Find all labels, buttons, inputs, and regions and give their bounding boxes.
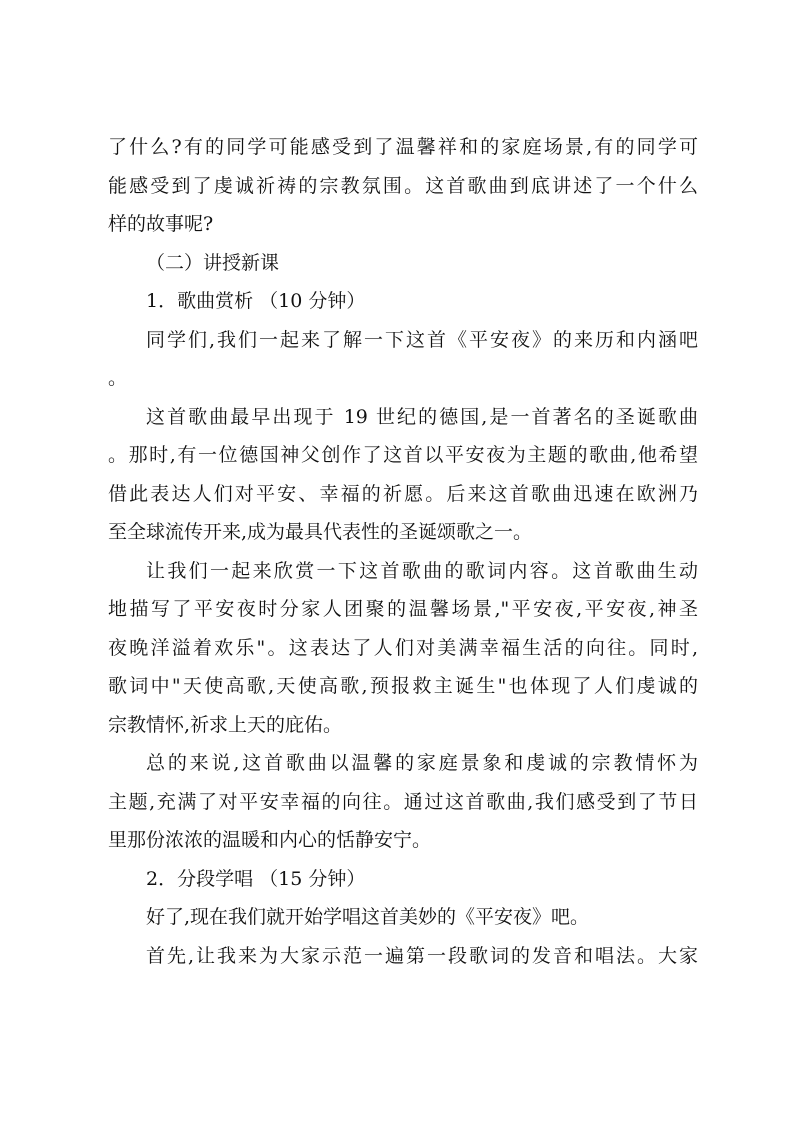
text-line: 地描写了平安夜时分家人团聚的温馨场景,"平安夜,平安夜,神圣 — [108, 598, 698, 620]
text-line: 。那时,有一位德国神父创作了这首以平安夜为主题的歌曲,他希望 — [108, 444, 698, 466]
text-line: 歌词中"天使高歌,天使高歌,预报救主诞生"也体现了人们虔诚的 — [108, 675, 698, 697]
text-line: 好了,现在我们就开始学唱这首美妙的《平安夜》吧。 — [146, 906, 590, 928]
text-line: 至全球流传开来,成为最具代表性的圣诞颂歌之一。 — [108, 521, 533, 543]
text-line: 主题,充满了对平安幸福的向往。通过这首歌曲,我们感受到了节日 — [108, 790, 698, 813]
text-line: 样的故事呢? — [108, 213, 214, 235]
text-line: 1．歌曲赏析 （10 分钟） — [146, 290, 366, 312]
document-body — [108, 128, 698, 975]
text-line: 总的来说,这首歌曲以温馨的家庭景象和虔诚的宗教情怀为 — [146, 752, 698, 774]
text-line: 同学们,我们一起来了解一下这首《平安夜》的来历和内涵吧 — [146, 328, 698, 351]
text-line: 借此表达人们对平安、幸福的祈愿。后来这首歌曲迅速在欧洲乃 — [108, 482, 698, 505]
text-line: 夜晚洋溢着欢乐"。这表达了人们对美满幸福生活的向往。同时, — [108, 636, 698, 659]
text-line: 这首歌曲最早出现于 19 世纪的德国,是一首著名的圣诞歌曲 — [146, 405, 698, 428]
text-line: 宗教情怀,祈求上天的庇佑。 — [108, 713, 343, 736]
text-line: 。 — [108, 367, 128, 389]
text-line: 2．分段学唱 （15 分钟） — [146, 867, 366, 890]
text-line: 里那份浓浓的温暖和内心的恬静安宁。 — [108, 829, 432, 851]
text-line: 首先,让我来为大家示范一遍第一段歌词的发音和唱法。大家 — [146, 944, 698, 967]
text-line: 让我们一起来欣赏一下这首歌曲的歌词内容。这首歌曲生动 — [146, 559, 698, 582]
text-line: （二）讲授新课 — [146, 251, 280, 274]
text-line: 了什么?有的同学可能感受到了温馨祥和的家庭场景,有的同学可 — [108, 136, 698, 158]
text-line: 能感受到了虔诚祈祷的宗教氛围。这首歌曲到底讲述了一个什么 — [108, 174, 698, 197]
